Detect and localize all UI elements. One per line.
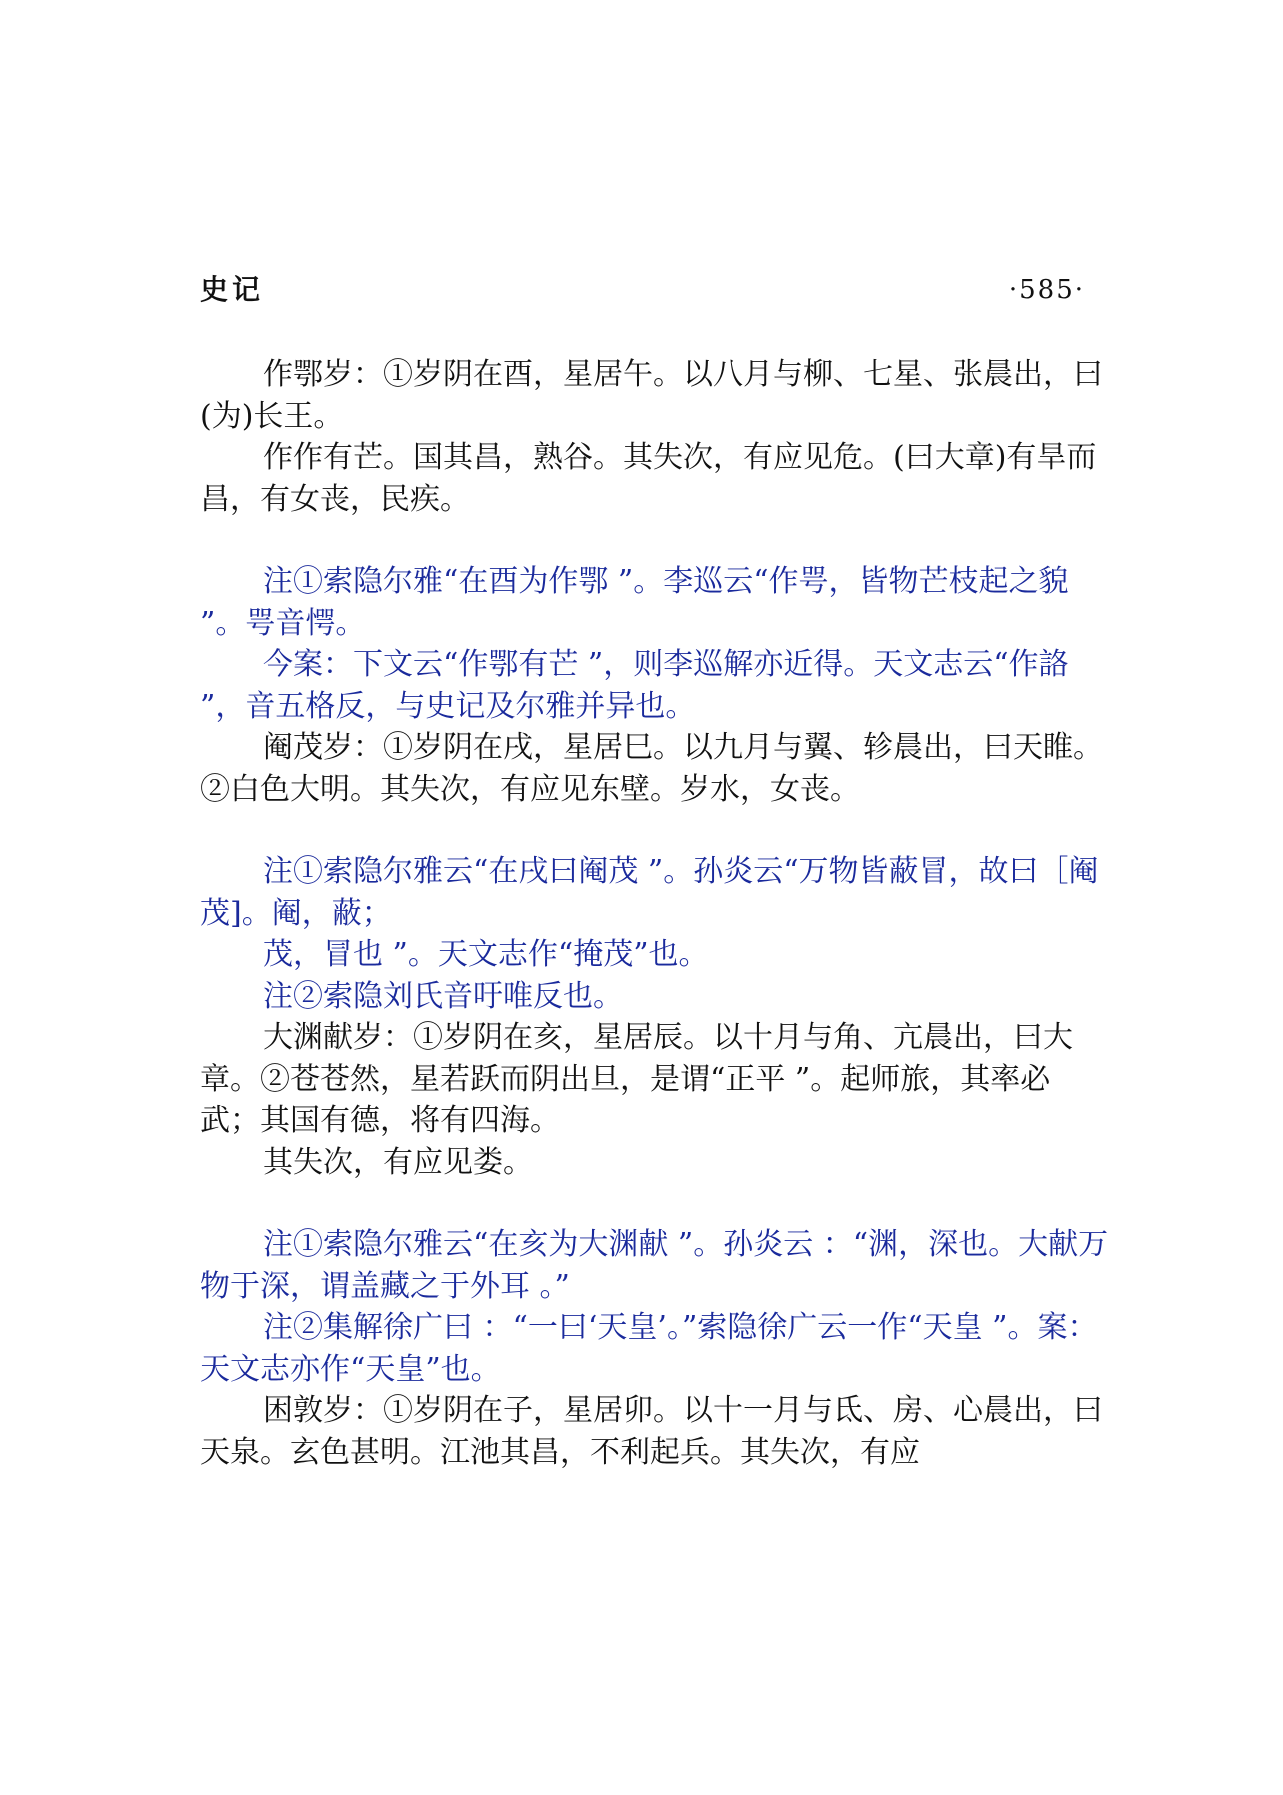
running-header — [200, 270, 1085, 310]
annotation-paragraph: 今案：下文云“作鄂有芒 ”，则李巡解亦近得。天文志云“作詻 ”，音五格反，与史记及尔雅并异也。 — [200, 647, 1069, 724]
main-text-paragraph: 困敦岁：①岁阴在子，星居卯。以十一月与氐、房、心晨出，曰天泉。玄色甚明。江池其昌，不利起兵。其失次，有应 — [200, 1393, 1103, 1470]
main-text-paragraph: 作作有芒。国其昌，熟谷。其失次，有应见危。(曰大章)有旱而昌，有女丧，民疾。 — [200, 440, 1097, 517]
main-text-paragraph: 其失次，有应见娄。 — [263, 1144, 533, 1180]
annotation-paragraph: 注②集解徐广曰 ：“一曰‘天皇’。”索隐徐广云一作“天皇 ”。案：天文志亦作“天皇”也。 — [200, 1310, 1098, 1387]
main-text-paragraph: 作鄂岁：①岁阴在酉，星居午。以八月与柳、七星、张晨出，曰(为)长王。 — [200, 357, 1103, 434]
book-title: 史记 — [200, 273, 265, 306]
annotation-paragraph: 注①索隐尔雅云“在亥为大渊献 ”。孙炎云 ：“渊，深也。大献万物于深，谓盖藏之于外耳 。” — [200, 1227, 1109, 1304]
page-body — [200, 354, 1110, 1473]
annotation-paragraph: 注②索隐刘氏音吁唯反也。 — [263, 978, 623, 1014]
annotation-paragraph: 注①索隐尔雅“在酉为作鄂 ”。李巡云“作咢，皆物芒枝起之貌 ”。咢音愕。 — [200, 564, 1069, 641]
annotation-paragraph: 茂，冒也 ”。天文志作“掩茂”也。 — [263, 937, 709, 972]
page-number: ·585· — [1008, 275, 1085, 305]
main-text-paragraph: 阉茂岁：①岁阴在戌，星居巳。以九月与翼、轸晨出，曰天睢。②白色大明。其失次，有应见东壁。岁水，女丧。 — [200, 730, 1103, 807]
main-text-paragraph: 大渊献岁：①岁阴在亥，星居辰。以十月与角、亢晨出，曰大章。②苍苍然，星若跃而阴出旦，是谓“正平 ”。起师旅，其率必武；其国有德，将有四海。 — [200, 1020, 1073, 1138]
annotation-paragraph: 注①索隐尔雅云“在戌曰阉茂 ”。孙炎云“万物皆蔽冒，故曰［阉茂]。阉，蔽； — [200, 854, 1099, 931]
